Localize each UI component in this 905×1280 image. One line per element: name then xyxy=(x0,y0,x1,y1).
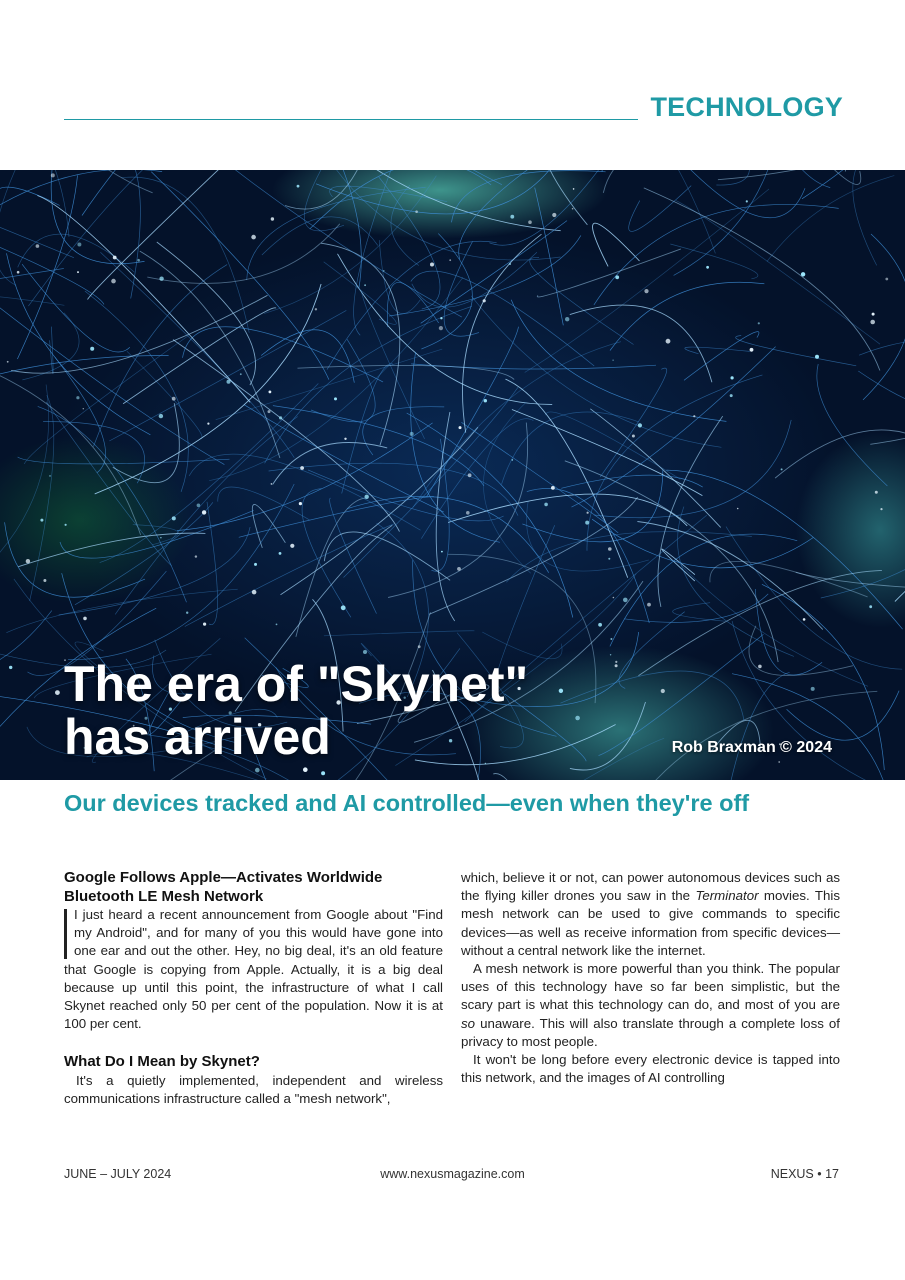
network-node xyxy=(803,618,806,621)
network-line xyxy=(560,671,744,721)
network-line xyxy=(75,502,213,605)
network-line xyxy=(530,257,634,344)
network-line xyxy=(747,170,830,188)
network-node xyxy=(815,355,819,359)
network-node xyxy=(661,689,665,693)
network-node xyxy=(251,235,256,240)
footer-page-number: NEXUS • 17 xyxy=(770,1167,839,1181)
network-node xyxy=(613,597,615,599)
network-line xyxy=(459,170,590,259)
text-span: movies. This mesh network can be used to give commands to specific devices—as well as receive information from specific devices—without a central network like the internet. xyxy=(461,888,840,958)
network-line xyxy=(895,540,905,602)
network-line xyxy=(18,533,205,567)
network-node xyxy=(197,504,201,508)
network-line xyxy=(489,170,606,245)
text-span: which, believe it or not, can power autonomous devices such as the flying killer drones you saw in the xyxy=(461,870,840,904)
network-node xyxy=(240,373,242,375)
network-line xyxy=(60,510,254,558)
network-line xyxy=(59,527,250,615)
network-line xyxy=(546,412,681,479)
network-line xyxy=(18,234,135,272)
network-line xyxy=(587,375,762,551)
network-node xyxy=(608,558,610,560)
network-node xyxy=(632,435,635,438)
network-line xyxy=(644,188,880,371)
network-node xyxy=(644,289,648,293)
network-node xyxy=(758,322,760,324)
network-node xyxy=(457,567,461,571)
network-node xyxy=(638,423,642,427)
network-node xyxy=(552,213,556,217)
network-line xyxy=(6,589,237,633)
network-node xyxy=(730,394,733,397)
drop-cap-bar xyxy=(64,909,67,959)
hero-image xyxy=(0,170,905,780)
network-line xyxy=(796,572,905,589)
network-node xyxy=(449,259,451,261)
network-node xyxy=(90,347,94,351)
network-node xyxy=(9,666,12,669)
footer-website: www.nexusmagazine.com xyxy=(380,1167,525,1181)
article-title xyxy=(64,658,528,764)
image-credit: Rob Braxman © 2024 xyxy=(671,739,832,756)
network-node xyxy=(43,579,46,582)
network-node xyxy=(778,761,780,763)
network-node xyxy=(290,544,294,548)
network-node xyxy=(551,486,555,490)
network-line xyxy=(603,170,717,193)
network-node xyxy=(76,396,79,399)
network-line xyxy=(718,170,860,180)
network-line xyxy=(38,406,187,602)
network-node xyxy=(321,771,325,775)
network-node xyxy=(875,491,878,494)
emphasis-terminator: Terminator xyxy=(695,888,759,904)
network-node xyxy=(83,617,87,621)
network-node xyxy=(271,217,274,220)
network-line xyxy=(0,187,60,210)
network-line xyxy=(0,611,52,682)
network-node xyxy=(572,208,574,210)
network-line xyxy=(619,612,685,689)
network-line xyxy=(330,186,447,202)
network-node xyxy=(113,256,117,260)
network-line xyxy=(775,430,905,478)
network-line xyxy=(787,691,900,740)
network-node xyxy=(160,537,161,538)
network-line xyxy=(324,262,397,325)
network-node xyxy=(872,313,875,316)
network-node xyxy=(255,768,260,773)
network-line xyxy=(527,488,650,623)
network-node xyxy=(172,516,176,520)
network-node xyxy=(512,459,514,461)
network-node xyxy=(441,551,443,553)
network-line xyxy=(389,235,581,316)
network-node xyxy=(758,665,762,669)
network-line xyxy=(43,421,145,483)
network-line xyxy=(610,534,797,646)
section-header-rule xyxy=(64,119,638,120)
network-line xyxy=(539,170,588,225)
network-node xyxy=(344,438,346,440)
network-node xyxy=(623,598,628,603)
article-column-right xyxy=(461,869,840,1087)
network-node xyxy=(608,547,612,551)
network-line xyxy=(537,249,681,297)
network-line xyxy=(541,170,715,253)
network-line xyxy=(618,691,877,780)
network-node xyxy=(77,243,81,247)
network-node xyxy=(737,508,739,510)
network-line xyxy=(151,172,329,380)
network-node xyxy=(36,244,40,248)
network-line xyxy=(593,223,640,266)
network-line xyxy=(859,339,905,424)
section-label: TECHNOLOGY xyxy=(650,92,843,122)
network-node xyxy=(186,612,188,614)
network-line xyxy=(512,410,703,496)
network-line xyxy=(140,251,280,458)
article-subtitle: Our devices tracked and AI controlled—even when they're off xyxy=(64,790,750,816)
network-line xyxy=(324,631,475,636)
network-line xyxy=(269,463,518,515)
network-line xyxy=(379,177,440,309)
network-node xyxy=(587,512,589,514)
network-line xyxy=(207,502,218,625)
network-line xyxy=(262,217,378,255)
network-node xyxy=(315,308,317,310)
network-line xyxy=(100,384,319,563)
network-line xyxy=(764,170,861,184)
network-node xyxy=(269,391,272,394)
network-node xyxy=(159,277,163,281)
network-line xyxy=(493,774,563,780)
network-node xyxy=(341,605,346,610)
network-node xyxy=(666,339,671,344)
network-line xyxy=(189,454,420,530)
network-line xyxy=(483,402,530,573)
network-line xyxy=(51,170,144,264)
network-node xyxy=(418,645,421,648)
network-node xyxy=(612,360,613,361)
network-line xyxy=(95,284,321,494)
network-node xyxy=(276,624,278,626)
network-line xyxy=(314,170,560,260)
network-line xyxy=(298,365,515,379)
network-node xyxy=(459,426,462,429)
network-line xyxy=(570,702,646,770)
network-line xyxy=(0,385,49,585)
network-line xyxy=(247,187,426,280)
network-node xyxy=(615,275,619,279)
network-line xyxy=(637,522,822,630)
network-line xyxy=(638,570,882,675)
network-node xyxy=(706,266,709,269)
network-line xyxy=(0,170,69,237)
network-line xyxy=(676,560,868,686)
article-column-left xyxy=(64,869,443,1108)
network-node xyxy=(365,495,369,499)
network-line xyxy=(347,496,549,572)
network-node xyxy=(870,320,875,325)
network-node xyxy=(885,278,888,281)
network-node xyxy=(26,559,30,563)
emphasis-so: so xyxy=(461,1015,476,1031)
network-line xyxy=(68,484,294,660)
network-node xyxy=(484,399,487,402)
network-node xyxy=(468,473,472,477)
network-line xyxy=(502,412,639,484)
paragraph-mesh-power xyxy=(461,960,840,1051)
paragraph-intro: I just heard a recent announcement from Google about "Find my Android", and for many of you this would have gone into one ear and out the other. Hey, no big deal, it's an old feature that Google is copying from Apple. Actually, it is a big deal because up until this point, the infrastructure of what I call Skynet reached only 50 per cent of the population. Now it is at 100 per cent. xyxy=(64,907,443,1032)
network-line xyxy=(444,241,479,336)
network-node xyxy=(383,270,384,271)
network-node xyxy=(575,716,580,721)
network-node xyxy=(528,220,532,224)
network-line xyxy=(429,497,637,614)
network-node xyxy=(55,690,60,695)
network-line xyxy=(0,307,224,465)
network-line xyxy=(0,170,153,193)
network-node xyxy=(159,414,163,418)
article-title-line-2: has arrived xyxy=(64,709,331,765)
network-line xyxy=(308,470,504,521)
network-node xyxy=(598,623,602,627)
network-node xyxy=(77,271,79,273)
network-node xyxy=(227,380,231,384)
network-line xyxy=(227,170,462,317)
network-node xyxy=(83,408,84,409)
network-node xyxy=(615,664,618,667)
network-node xyxy=(137,259,140,262)
section-heading-skynet: What Do I Mean by Skynet? xyxy=(64,1053,260,1071)
network-node xyxy=(801,272,805,276)
network-node xyxy=(51,173,55,177)
network-line xyxy=(482,632,562,659)
network-node xyxy=(363,650,367,654)
network-node xyxy=(279,416,282,419)
network-node xyxy=(430,263,434,267)
network-line xyxy=(183,327,384,382)
network-line xyxy=(471,296,721,448)
network-node xyxy=(750,348,754,352)
network-node xyxy=(731,376,734,379)
paragraph-future: It won't be long before every electronic device is tapped into this network, and the images of AI controlling xyxy=(461,1052,840,1086)
network-node xyxy=(254,563,257,566)
network-line xyxy=(363,407,444,455)
network-line xyxy=(821,474,905,599)
network-node xyxy=(297,185,300,188)
network-node xyxy=(410,432,414,436)
network-line xyxy=(17,175,77,359)
network-node xyxy=(364,284,366,286)
network-line xyxy=(658,416,723,607)
network-line xyxy=(82,170,258,216)
network-node xyxy=(279,552,282,555)
network-node xyxy=(880,508,882,510)
network-line xyxy=(676,201,880,345)
network-line xyxy=(5,522,145,597)
network-line xyxy=(525,189,769,372)
network-node xyxy=(172,397,176,401)
section-heading-mesh: Google Follows Apple—Activates Worldwide Bluetooth LE Mesh Network xyxy=(64,869,383,905)
network-line xyxy=(629,186,692,232)
network-node xyxy=(334,397,337,400)
network-node xyxy=(252,590,257,595)
network-line xyxy=(314,170,362,288)
network-line xyxy=(388,423,528,598)
paragraph-definition: It's a quietly implemented, independent and wireless communications infrastructure called a "mesh network", xyxy=(64,1072,443,1107)
network-line xyxy=(50,327,54,374)
network-line xyxy=(610,282,764,350)
network-node xyxy=(303,767,308,772)
network-line xyxy=(28,170,242,306)
network-node xyxy=(415,210,418,213)
text-span: A mesh network is more powerful than you think. The popular uses of this technology have so far been simplistic, but the scary part is what this technology can do, and most of you are xyxy=(461,961,840,1013)
network-node xyxy=(49,475,51,477)
network-node xyxy=(647,603,651,607)
network-node xyxy=(203,623,206,626)
network-line xyxy=(535,188,564,326)
network-node xyxy=(268,410,271,413)
network-node xyxy=(746,200,748,202)
network-node xyxy=(271,483,273,485)
network-node xyxy=(466,511,470,515)
network-line xyxy=(115,417,298,615)
network-line xyxy=(436,412,454,621)
network-line xyxy=(0,208,104,305)
network-node xyxy=(509,263,511,265)
network-line xyxy=(802,170,900,199)
network-line xyxy=(7,253,151,434)
network-line xyxy=(736,336,857,366)
network-line xyxy=(803,170,846,172)
network-node xyxy=(65,524,67,526)
network-line xyxy=(11,295,267,373)
network-node xyxy=(615,661,617,663)
network-line xyxy=(0,352,141,535)
network-line xyxy=(18,457,230,464)
network-node xyxy=(610,638,612,640)
network-line xyxy=(261,330,354,383)
network-node xyxy=(610,654,611,655)
network-line xyxy=(218,487,310,520)
paragraph-drones xyxy=(461,869,840,960)
network-line xyxy=(344,387,519,577)
network-line xyxy=(863,234,905,400)
network-line xyxy=(177,423,433,531)
network-line xyxy=(599,634,764,755)
network-line xyxy=(853,170,905,265)
network-node xyxy=(300,466,304,470)
network-line xyxy=(728,672,789,780)
network-line xyxy=(431,439,449,572)
network-node xyxy=(439,326,443,330)
network-node xyxy=(544,503,548,507)
network-line xyxy=(147,224,339,284)
network-node xyxy=(781,468,783,470)
network-node xyxy=(483,299,486,302)
network-node xyxy=(869,605,872,608)
footer-date: JUNE – JULY 2024 xyxy=(64,1167,172,1181)
network-node xyxy=(111,279,116,284)
network-node xyxy=(573,188,575,190)
network-node xyxy=(40,519,43,522)
network-line xyxy=(767,176,894,262)
network-node xyxy=(440,317,442,319)
network-line xyxy=(817,364,888,486)
network-line xyxy=(22,264,130,352)
network-line xyxy=(685,347,750,354)
network-line xyxy=(0,355,169,397)
network-node xyxy=(17,271,20,274)
network-node xyxy=(195,555,197,557)
network-node xyxy=(207,423,209,425)
network-node xyxy=(510,215,514,219)
network-node xyxy=(811,687,815,691)
network-line xyxy=(522,470,662,542)
network-line xyxy=(125,170,140,299)
network-node xyxy=(202,510,206,514)
network-node xyxy=(565,317,569,321)
network-node xyxy=(559,689,563,693)
network-line xyxy=(310,170,491,229)
network-line xyxy=(461,422,618,533)
network-node xyxy=(299,502,302,505)
network-line xyxy=(216,349,443,420)
network-node xyxy=(693,415,695,417)
network-node xyxy=(585,521,589,525)
text-span: unaware. This will also translate through a complete loss of privacy to most people. xyxy=(461,1015,840,1049)
article-title-line-1: The era of "Skynet" xyxy=(64,656,529,712)
network-line xyxy=(858,371,905,409)
network-node xyxy=(7,361,9,363)
